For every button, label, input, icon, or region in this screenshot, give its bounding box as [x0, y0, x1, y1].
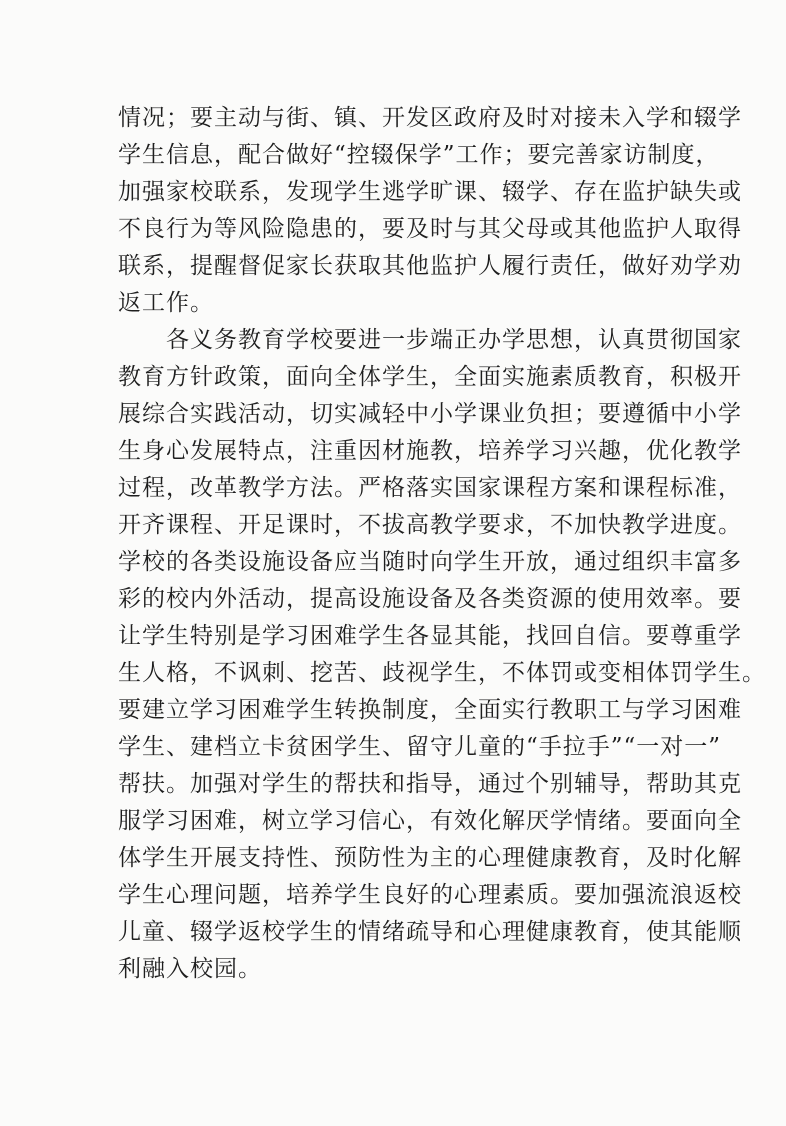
text-line: 返工作。 — [118, 290, 214, 316]
text-line: 儿童、辍学返校学生的情绪疏导和心理健康教育，使其能顺 — [118, 919, 742, 945]
text-line: 情况；要主动与街、镇、开发区政府及时对接未入学和辍学 — [118, 105, 742, 131]
text-line: 彩的校内外活动，提高设施设备及各类资源的使用效率。要 — [118, 586, 742, 612]
text-line: 各义务教育学校要进一步端正办学思想，认真贯彻国家 — [118, 327, 742, 353]
text-line: 利融入校园。 — [118, 956, 262, 982]
text-line: 不良行为等风险隐患的，要及时与其父母或其他监护人取得 — [118, 216, 742, 242]
text-line: 开齐课程、开足课时，不拔高教学要求，不加快教学进度。 — [118, 512, 742, 538]
text-line: 学生、建档立卡贫困学生、留守儿童的“手拉手”“一对一” — [118, 734, 722, 760]
text-line: 帮扶。加强对学生的帮扶和指导，通过个别辅导，帮助其克 — [118, 771, 742, 797]
text-line: 服学习困难，树立学习信心，有效化解厌学情绪。要面向全 — [118, 808, 742, 834]
text-line: 学校的各类设施设备应当随时向学生开放，通过组织丰富多 — [118, 549, 742, 575]
text-line: 让学生特别是学习困难学生各显其能，找回自信。要尊重学 — [118, 623, 742, 649]
text-line: 生身心发展特点，注重因材施教，培养学习兴趣，优化教学 — [118, 438, 742, 464]
text-line: 联系，提醒督促家长获取其他监护人履行责任，做好劝学劝 — [118, 253, 742, 279]
text-line: 学生信息，配合做好“控辍保学”工作；要完善家访制度， — [118, 142, 720, 168]
document-body — [118, 100, 766, 988]
text-line: 加强家校联系，发现学生逃学旷课、辍学、存在监护缺失或 — [118, 179, 742, 205]
text-line: 生人格，不讽刺、挖苦、歧视学生，不体罚或变相体罚学生。 — [118, 660, 766, 686]
text-line: 展综合实践活动，切实减轻中小学课业负担；要遵循中小学 — [118, 401, 742, 427]
text-line: 过程，改革教学方法。严格落实国家课程方案和课程标准， — [118, 475, 742, 501]
text-line: 教育方针政策，面向全体学生，全面实施素质教育，积极开 — [118, 364, 742, 390]
text-line: 要建立学习困难学生转换制度，全面实行教职工与学习困难 — [118, 697, 742, 723]
text-line: 体学生开展支持性、预防性为主的心理健康教育，及时化解 — [118, 845, 742, 871]
text-line: 学生心理问题，培养学生良好的心理素质。要加强流浪返校 — [118, 882, 742, 908]
